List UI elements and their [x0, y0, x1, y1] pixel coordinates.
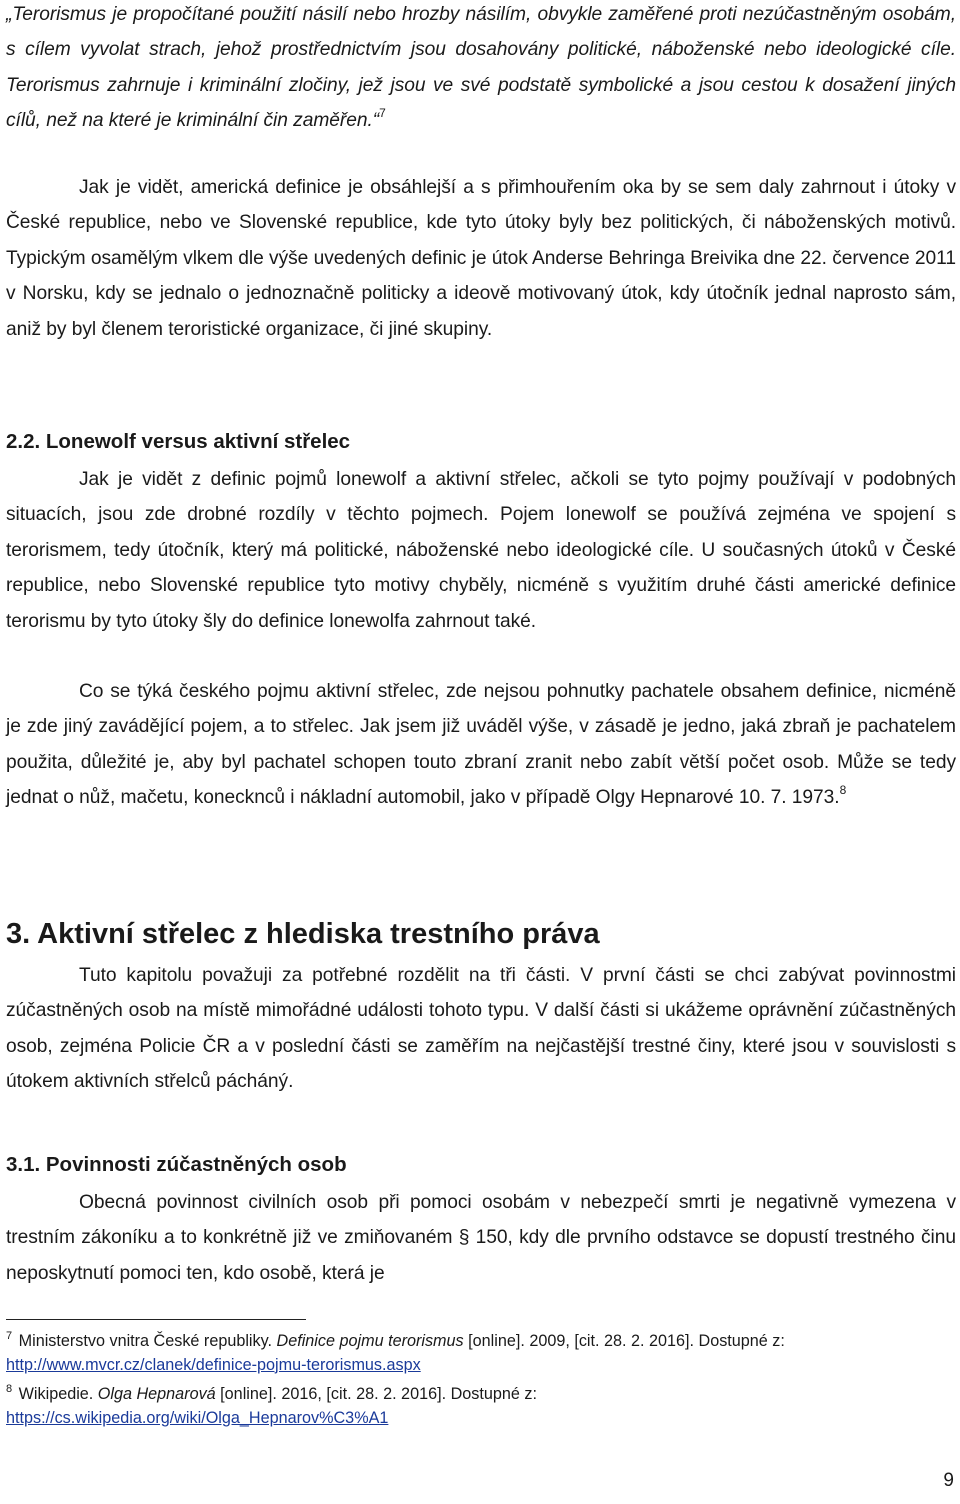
paragraph-chapter-intro: Tuto kapitolu považuji za potřebné rozdělit na tři části. V první části se chci zabývat povinnostmi zúčastněných osob na místě mimořádné události tohoto typu. V další části si ukážeme oprávnění zúčastněných osob, zejména Policie ČR a v poslední části se zaměřím na nejčastější trestné činy, které jsou v souvislosti s útokem aktivních střelců pácháný.: [6, 965, 956, 1093]
definition-quote: [6, 0, 956, 139]
paragraph-lonewolf-vs-shooter: Jak je vidět z definic pojmů lonewolf a aktivní střelec, ačkoli se tyto pojmy používají v podobných situacích, jsou zde drobné rozdíly v těchto pojmech. Pojem lonewolf se používá zejména ve spojení s terorismem, tedy útočník, který má politické, náboženské nebo ideologické cíle. U současných útoků v České republice, nebo Slovenské republice tyto motivy chyběly, nicméně s využitím druhé části americké definice terorismu by tyto útoky šly do definice lonewolfa zahrnout také.: [6, 469, 956, 632]
footnote-separator: [6, 1319, 306, 1320]
heading-3: 3. Aktivní střelec z hlediska trestního práva: [6, 918, 600, 950]
footnote-title: Definice pojmu terorismus: [276, 1332, 464, 1350]
footnote-citation: [online]. 2016, [cit. 28. 2. 2016]. Dostupné z:: [215, 1385, 537, 1403]
footnote-number: 7: [6, 1330, 13, 1342]
footnote-title: Olga Hepnarová: [97, 1385, 216, 1403]
footnote-ref-7[interactable]: 7: [379, 106, 386, 121]
footnote-7: [6, 1330, 956, 1377]
paragraph-civil-duty: Obecná povinnost civilních osob při pomoci osobám v nebezpečí smrti je negativně vymezena v trestním zákoníku a to konkrétně již ve zmiňovaném § 150, kdy dle prvního odstavce se dopustí trestného činu neposkytnutí pomoci ten, kdo osobě, která je: [6, 1192, 956, 1284]
heading-2-2: 2.2. Lonewolf versus aktivní střelec: [6, 430, 351, 453]
page-number: 9: [943, 1470, 954, 1491]
footnote-number: 8: [6, 1383, 13, 1395]
footnote-link[interactable]: https://cs.wikipedia.org/wiki/Olga_Hepnarov%C3%A1: [6, 1408, 389, 1427]
paragraph-american-definition: Jak je vidět, americká definice je obsáhlejší a s přimhouřením oka by se sem daly zahrnout i útoky v České republice, nebo ve Slovenské republice, kde tyto útoky byly bez politických, či náboženských motivů. Typickým osamělým vlkem dle výše uvedených definic je útok Anderse Behringa Breivika dne 22. července 2011 v Norsku, kdy se jednalo o jednoznačně politicky a ideově motivovaný útok, kdy útočník jednal naprosto sám, aniž by byl členem teroristické organizace, či jiné skupiny.: [6, 177, 956, 340]
quote-text: „Terorismus je propočítané použití násilí nebo hrozby násilím, obvykle zaměřené proti nezúčastněným osobám, s cílem vyvolat strach, jehož prostřednictvím jsou dosahovány politické, náboženské nebo ideologické cíle. Terorismus zahrnuje i kriminální zločiny, jež jsou ve své podstatě symbolické a jsou cestou k dosažení jiných cílů, než na které je kriminální čin zaměřen.“: [6, 4, 956, 132]
heading-3-1: 3.1. Povinnosti zúčastněných osob: [6, 1153, 347, 1176]
footnote-ref-8[interactable]: 8: [839, 783, 847, 798]
footnote-8: [6, 1383, 956, 1430]
paragraph-active-shooter-term: [6, 674, 956, 816]
footnote-citation: [online]. 2009, [cit. 28. 2. 2016]. Dostupné z:: [463, 1332, 785, 1350]
footnote-source: Ministerstvo vnitra České republiky.: [18, 1332, 277, 1350]
paragraph-text: Co se týká českého pojmu aktivní střelec, zde nejsou pohnutky pachatele obsahem definice, nicméně je zde jiný zavádějící pojem, a to střelec. Jak jsem již uváděl výše, v zásadě je jedno, jaká zbraň je pachatelem použita, důležité je, aby byl pachatel schopen touto zbraní zranit nebo zabít větší počet osob. Může se tedy jednat o nůž, mačetu, konecknců i nákladní automobil, jako v případě Olgy Hepnarové 10. 7. 1973.: [6, 681, 956, 809]
footnote-link[interactable]: http://www.mvcr.cz/clanek/definice-pojmu-terorismus.aspx: [6, 1355, 421, 1374]
footnote-source: Wikipedie.: [18, 1385, 98, 1403]
